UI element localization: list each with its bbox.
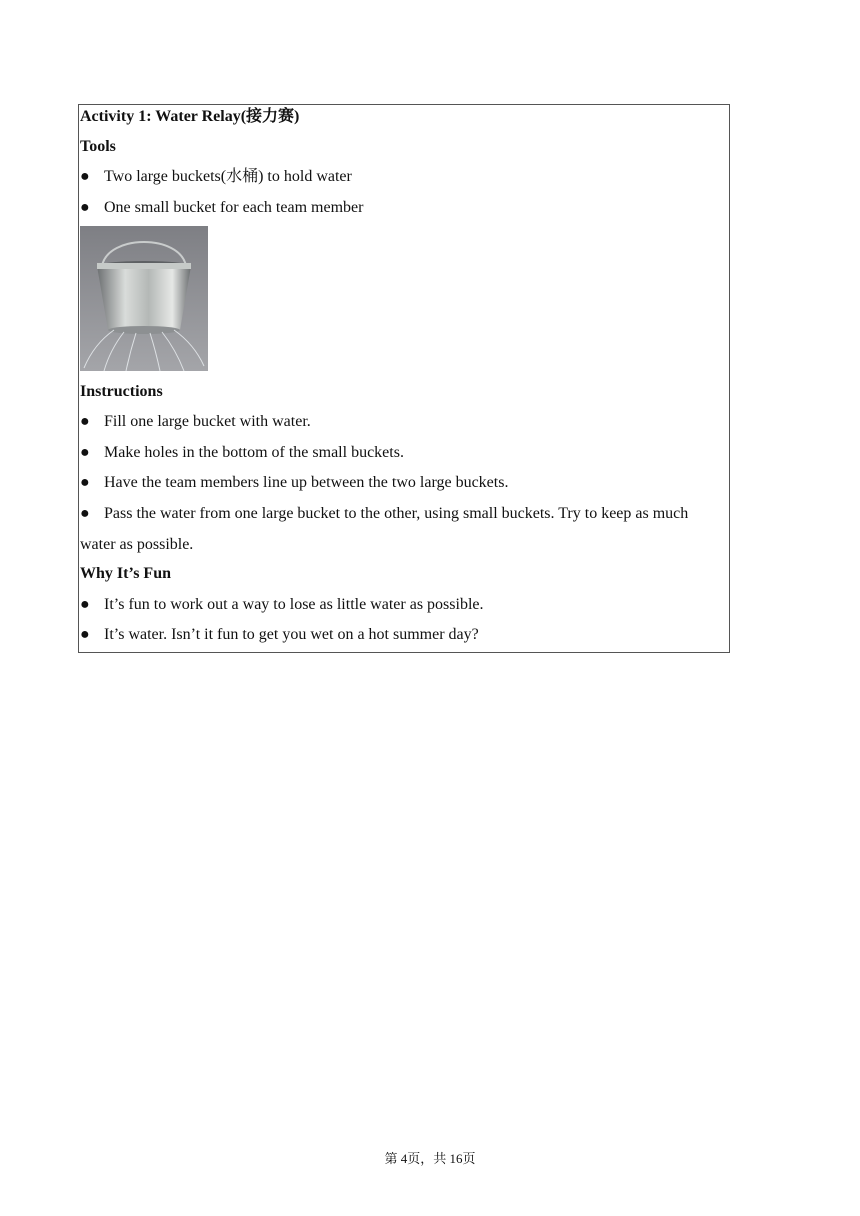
why-fun-heading: Why It’s Fun (80, 565, 171, 582)
list-item: ● Pass the water from one large bucket to the other, using small buckets. Try to keep as much (80, 505, 689, 522)
list-item: ● One small bucket for each team member (80, 199, 364, 216)
bullet-icon: ● (80, 474, 90, 491)
activity-table (78, 104, 730, 653)
instructions-heading: Instructions (80, 383, 163, 400)
bullet-icon: ● (80, 199, 90, 216)
bullet-icon: ● (80, 505, 90, 522)
list-item: ● Two large buckets(水桶) to hold water (80, 168, 352, 185)
list-item: ● Fill one large bucket with water. (80, 413, 311, 430)
page-footer: 第 4页，共 16页 (384, 1151, 476, 1166)
tools-heading: Tools (80, 138, 116, 155)
list-item: ● It’s water. Isn’t it fun to get you wet on a hot summer day? (80, 626, 479, 643)
list-item: ● It’s fun to work out a way to lose as little water as possible. (80, 596, 484, 613)
bullet-icon: ● (80, 168, 90, 185)
leaking-bucket-image (80, 226, 208, 371)
bullet-icon: ● (80, 444, 90, 461)
list-item: ● Make holes in the bottom of the small buckets. (80, 444, 404, 461)
bullet-icon: ● (80, 596, 90, 613)
bullet-icon: ● (80, 413, 90, 430)
activity-title: Activity 1: Water Relay(接力赛) (80, 108, 300, 125)
list-item-continuation: water as possible. (80, 536, 194, 553)
list-item: ● Have the team members line up between the two large buckets. (80, 474, 509, 491)
bullet-icon: ● (80, 626, 90, 643)
